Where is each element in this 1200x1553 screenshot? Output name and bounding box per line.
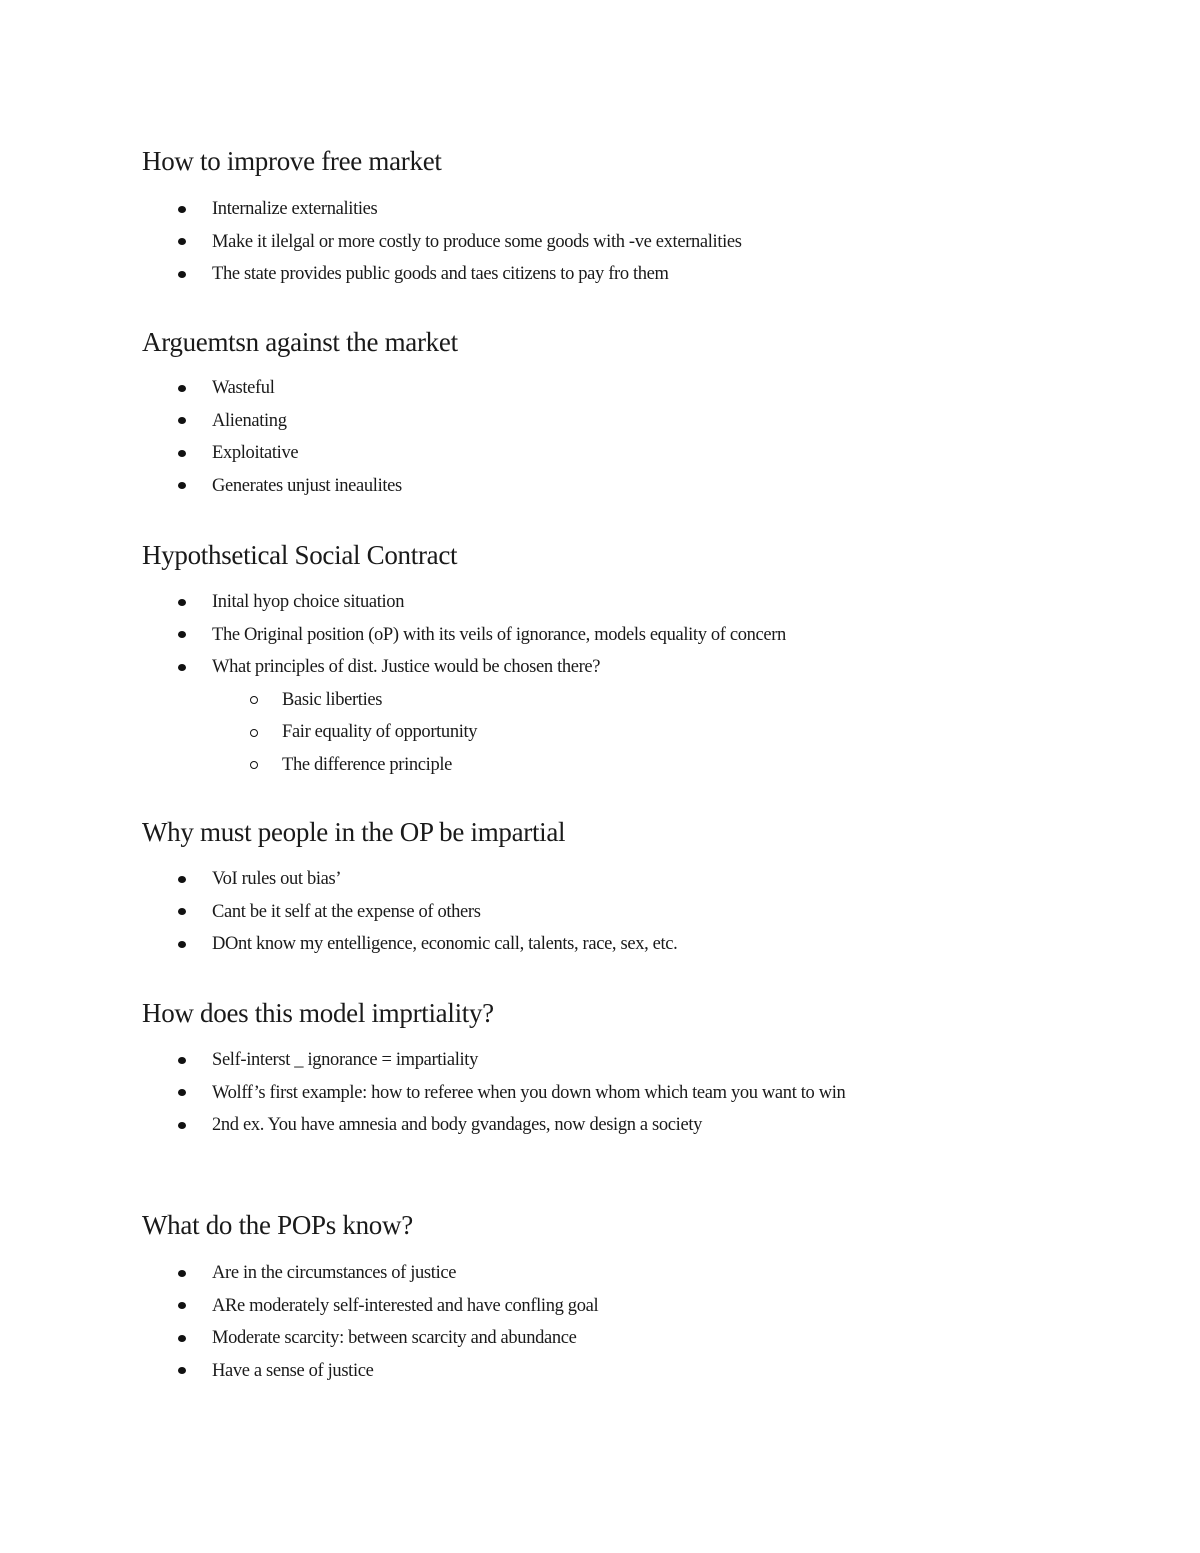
bullet-list	[142, 863, 1142, 961]
list-item	[142, 1322, 1142, 1355]
list-item	[142, 896, 1142, 929]
section-heading: How does this model imprtiality?	[142, 998, 494, 1028]
list-item-text: Basic liberties	[282, 689, 383, 710]
bullet-icon	[178, 482, 186, 489]
list-item	[142, 437, 1142, 470]
bullet-icon	[178, 1335, 186, 1342]
list-item-text: Generates unjust ineaulites	[212, 475, 402, 496]
section-heading: Why must people in the OP be impartial	[142, 817, 566, 847]
bullet-icon	[178, 271, 186, 278]
list-item-text: Wolff’s first example: how to referee when you down whom which team you want to win	[212, 1082, 846, 1103]
bullet-icon	[178, 206, 186, 213]
section-heading: Arguemtsn against the market	[142, 327, 458, 357]
bullet-icon	[178, 1367, 186, 1374]
list-item-text: ARe moderately self-interested and have confling goal	[212, 1295, 599, 1316]
bullet-list	[142, 372, 1142, 502]
bullet-icon	[178, 876, 186, 883]
bullet-icon	[178, 385, 186, 392]
list-item-text: The difference principle	[282, 754, 452, 775]
circle-bullet-icon	[250, 729, 258, 737]
section-heading: What do the POPs know?	[142, 1210, 413, 1240]
list-item	[142, 193, 1142, 226]
bullet-icon	[178, 450, 186, 457]
list-item-text: Have a sense of justice	[212, 1360, 374, 1381]
section-improve-free-market	[142, 144, 1142, 291]
list-item	[142, 1290, 1142, 1323]
list-item	[142, 226, 1142, 259]
list-item	[142, 928, 1142, 961]
section-model-impartiality	[142, 996, 1142, 1142]
section-what-pops-know	[142, 1208, 1142, 1387]
section-arguments-against-market	[142, 325, 1142, 502]
bullet-list	[142, 586, 1142, 781]
bullet-icon	[178, 664, 186, 671]
list-item-text: Make it ilelgal or more costly to produce some goods with -ve externalities	[212, 231, 742, 252]
list-item-text: Self-interst _ ignorance = impartiality	[212, 1050, 478, 1070]
list-item-text: The state provides public goods and taes citizens to pay fro them	[212, 264, 669, 284]
list-item-text: DOnt know my entelligence, economic call, talents, race, sex, etc.	[212, 934, 678, 954]
list-item	[142, 1355, 1142, 1388]
list-item	[142, 372, 1142, 405]
list-item	[142, 586, 1142, 619]
bullet-icon	[178, 1270, 186, 1277]
bullet-icon	[178, 908, 186, 915]
list-item	[142, 863, 1142, 896]
list-item	[142, 405, 1142, 438]
bullet-icon	[178, 1122, 186, 1129]
bullet-icon	[178, 238, 186, 245]
section-heading: Hypothsetical Social Contract	[142, 540, 458, 570]
list-item	[142, 1257, 1142, 1290]
bullet-list	[142, 1044, 1142, 1142]
sub-list-item	[142, 716, 1142, 749]
bullet-icon	[178, 631, 186, 638]
bullet-list	[142, 193, 1142, 291]
bullet-icon	[178, 1057, 186, 1064]
list-item-text: Fair equality of opportunity	[282, 722, 478, 742]
list-item-text: VoI rules out bias’	[212, 869, 342, 889]
bullet-icon	[178, 1302, 186, 1309]
circle-bullet-icon	[250, 696, 258, 704]
list-item	[142, 1109, 1142, 1142]
list-item	[142, 1044, 1142, 1077]
list-item	[142, 619, 1142, 652]
list-item-text: Alienating	[212, 410, 287, 431]
section-why-impartial	[142, 815, 1142, 961]
list-item-text: Wasteful	[212, 378, 275, 398]
list-item-text: What principles of dist. Justice would be chosen there?	[212, 657, 601, 677]
list-item-text: The Original position (oP) with its veils of ignorance, models equality of concern	[212, 624, 786, 645]
sub-list-item	[142, 749, 1142, 782]
list-item-text: Exploitative	[212, 443, 299, 463]
list-item-text: Inital hyop choice situation	[212, 592, 405, 612]
bullet-icon	[178, 417, 186, 424]
list-item-text: Moderate scarcity: between scarcity and abundance	[212, 1328, 577, 1348]
section-hypothetical-social-contract	[142, 538, 1142, 781]
bullet-icon	[178, 1089, 186, 1096]
bullet-icon	[178, 941, 186, 948]
list-item-text: Are in the circumstances of justice	[212, 1263, 457, 1283]
list-item	[142, 470, 1142, 503]
section-heading: How to improve free market	[142, 146, 442, 176]
bullet-list	[142, 1257, 1142, 1387]
list-item-text: Internalize externalities	[212, 199, 378, 219]
bullet-icon	[178, 599, 186, 606]
circle-bullet-icon	[250, 761, 258, 769]
list-item-text: 2nd ex. You have amnesia and body gvandages, now design a society	[212, 1115, 703, 1135]
list-item	[142, 651, 1142, 684]
list-item	[142, 1077, 1142, 1110]
list-item-text: Cant be it self at the expense of others	[212, 901, 481, 922]
list-item	[142, 258, 1142, 291]
sub-list-item	[142, 684, 1142, 717]
